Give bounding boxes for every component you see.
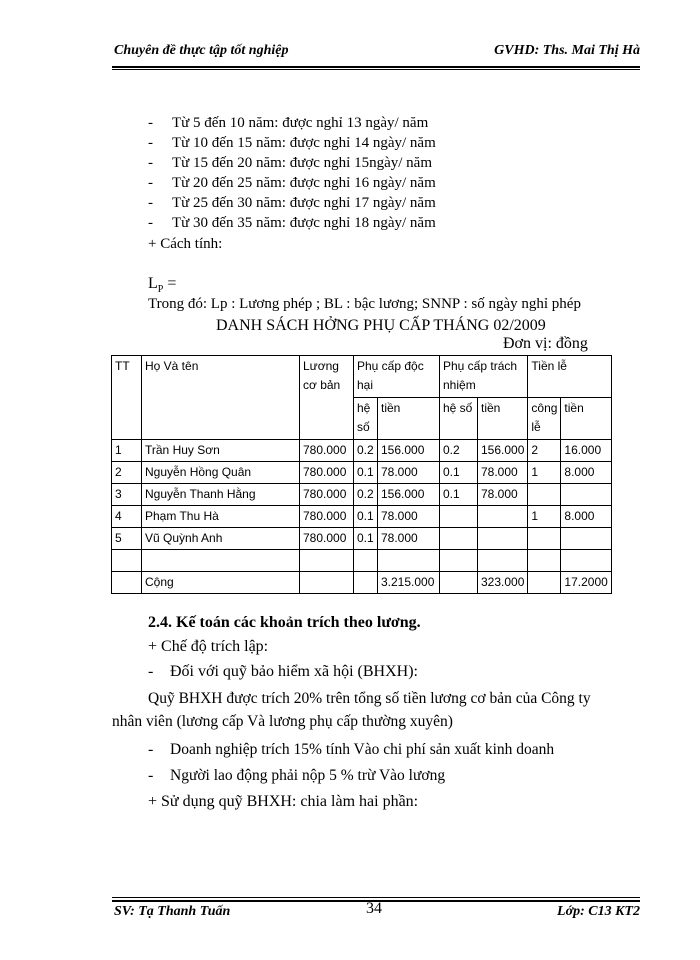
cell-base: 780.000 [300,484,354,506]
cell-base: 780.000 [300,528,354,550]
total-hz-amt: 3.215.000 [378,572,440,594]
cell-hz-coef: 0.1 [354,462,378,484]
table-empty-row [112,550,612,572]
cell-name: Nguyễn Thanh Hằng [142,484,300,506]
section-title: 2.4. Kế toán các khoản trích theo lương. [148,614,421,631]
formula-suffix: = [163,275,177,292]
list-dash: - [148,663,154,680]
col-header-holiday: Tiền lễ [528,356,611,398]
cell-rs-amt: 78.000 [478,484,528,506]
footer-right: Lớp: C13 KT2 [557,904,640,919]
paragraph-line-1: Quỹ BHXH được trích 20% trên tổng số tiền lương cơ bản của Công ty [148,690,591,707]
subheader-days: công lễ [528,398,561,440]
cell-name: Nguyễn Hồng Quân [142,462,300,484]
cell-hz-coef: 0.2 [354,484,378,506]
list-dash: - [148,195,153,211]
list-item: Từ 30 đến 35 năm: được nghỉ 18 ngày/ năm [172,215,436,231]
cell-hz-amt: 156.000 [378,440,440,462]
cell-name: Vũ Quỳnh Anh [142,528,300,550]
cell-rs-coef [440,506,478,528]
footer-rule-thin [112,897,640,898]
list-dash: - [148,175,153,191]
list-dash: - [148,115,153,131]
table-title: DANH SÁCH HỞNG PHỤ CẤP THÁNG 02/2009 [216,317,546,334]
cell-hz-amt: 156.000 [378,484,440,506]
formula-sub: P [157,284,164,296]
cell-name: Phạm Thu Hà [142,506,300,528]
cell-tt: 4 [112,506,142,528]
usage-label: + Sử dụng quỹ BHXH: chia làm hai phần: [148,793,419,810]
list-item: Từ 20 đến 25 năm: được nghỉ 16 ngày/ năm [172,175,436,191]
cell-hd-days [528,484,561,506]
cell-hz-amt: 78.000 [378,528,440,550]
table-row [112,462,612,484]
subheader-coef: hệ số [354,398,378,440]
subheader-money: tiền [378,398,440,440]
table-row [112,506,612,528]
cell-hd-amt: 16.000 [561,440,611,462]
cell-base: 780.000 [300,506,354,528]
table-row [112,484,612,506]
header-right: GVHD: Ths. Mai Thị Hà [494,43,640,58]
where-line: Trong đó: Lp : Lương phép ; BL : bậc lương; SNNP : số ngày nghỉ phép [148,296,581,312]
table-total-row [112,572,612,594]
table-header-row [112,356,612,398]
cell-rs-coef: 0.2 [440,440,478,462]
paragraph-line-2: nhân viên (lương cấp Và lương phụ cấp thường xuyên) [112,713,453,730]
cell-rs-coef [440,528,478,550]
list-dash: - [148,741,154,758]
cell-tt: 5 [112,528,142,550]
cell-hd-amt [561,484,611,506]
cell-hd-days: 2 [528,440,561,462]
cell-rs-amt: 78.000 [478,462,528,484]
col-header-name: Họ Và tên [142,356,300,440]
list-item: Từ 25 đến 30 năm: được nghỉ 17 ngày/ năm [172,195,436,211]
calc-label: + Cách tính: [148,236,223,252]
table-row [112,528,612,550]
cell-rs-amt: 156.000 [478,440,528,462]
list-item: Từ 15 đến 20 năm: được nghỉ 15ngày/ năm [172,155,432,171]
total-hd-amt: 17.2000 [561,572,611,594]
cell-rs-coef: 0.1 [440,484,478,506]
cell-hd-amt: 8.000 [561,506,611,528]
col-header-resp: Phụ cấp trách nhiệm [440,356,528,398]
cell-hz-amt: 78.000 [378,462,440,484]
cell-rs-coef: 0.1 [440,462,478,484]
cell-name: Trần Huy Sơn [142,440,300,462]
list-item: Từ 10 đến 15 năm: được nghỉ 14 ngày/ năm [172,135,436,151]
list-dash: - [148,215,153,231]
list-dash: - [148,135,153,151]
cell-base: 780.000 [300,462,354,484]
subheader-coef: hệ số [440,398,478,440]
cell-tt: 2 [112,462,142,484]
cell-hd-amt: 8.000 [561,462,611,484]
header-rule [112,66,640,68]
cell-tt: 3 [112,484,142,506]
page-number: 34 [366,900,382,917]
subheader-money: tiền [478,398,528,440]
cell-hz-amt: 78.000 [378,506,440,528]
list-dash: - [148,767,154,784]
total-rs-amt: 323.000 [478,572,528,594]
allowance-table [111,355,612,594]
cell-hz-coef: 0.1 [354,528,378,550]
cell-hz-coef: 0.2 [354,440,378,462]
header-rule-thin [112,69,640,70]
cell-rs-amt [478,506,528,528]
cell-hd-amt [561,528,611,550]
cell-base: 780.000 [300,440,354,462]
footer-left: SV: Tạ Thanh Tuấn [114,904,231,919]
policy-label: + Chế độ trích lập: [148,638,269,655]
cell-hd-days: 1 [528,506,561,528]
formula-main: L [148,275,158,292]
cell-rs-amt [478,528,528,550]
total-label: Cộng [142,572,300,594]
cell-hd-days [528,528,561,550]
bhxh-item: Đối với quỹ bảo hiểm xã hội (BHXH): [170,663,418,680]
cell-hd-days: 1 [528,462,561,484]
col-header-tt: TT [112,356,142,440]
unit-label: Đơn vị: đồng [503,335,588,352]
formula [148,275,176,295]
header-left: Chuyên đề thực tập tốt nghiệp [114,43,289,58]
col-header-base: Lương cơ bản [300,356,354,440]
item-15: Doanh nghiệp trích 15% tính Vào chi phí sản xuất kinh doanh [170,741,555,758]
item-5: Người lao động phải nộp 5 % trừ Vào lương [170,767,446,784]
cell-hz-coef: 0.1 [354,506,378,528]
list-dash: - [148,155,153,171]
list-item: Từ 5 đến 10 năm: được nghỉ 13 ngày/ năm [172,115,429,131]
col-header-hazard: Phụ cấp độc hại [354,356,440,398]
cell-tt: 1 [112,440,142,462]
table-row [112,440,612,462]
subheader-money: tiền [561,398,611,440]
